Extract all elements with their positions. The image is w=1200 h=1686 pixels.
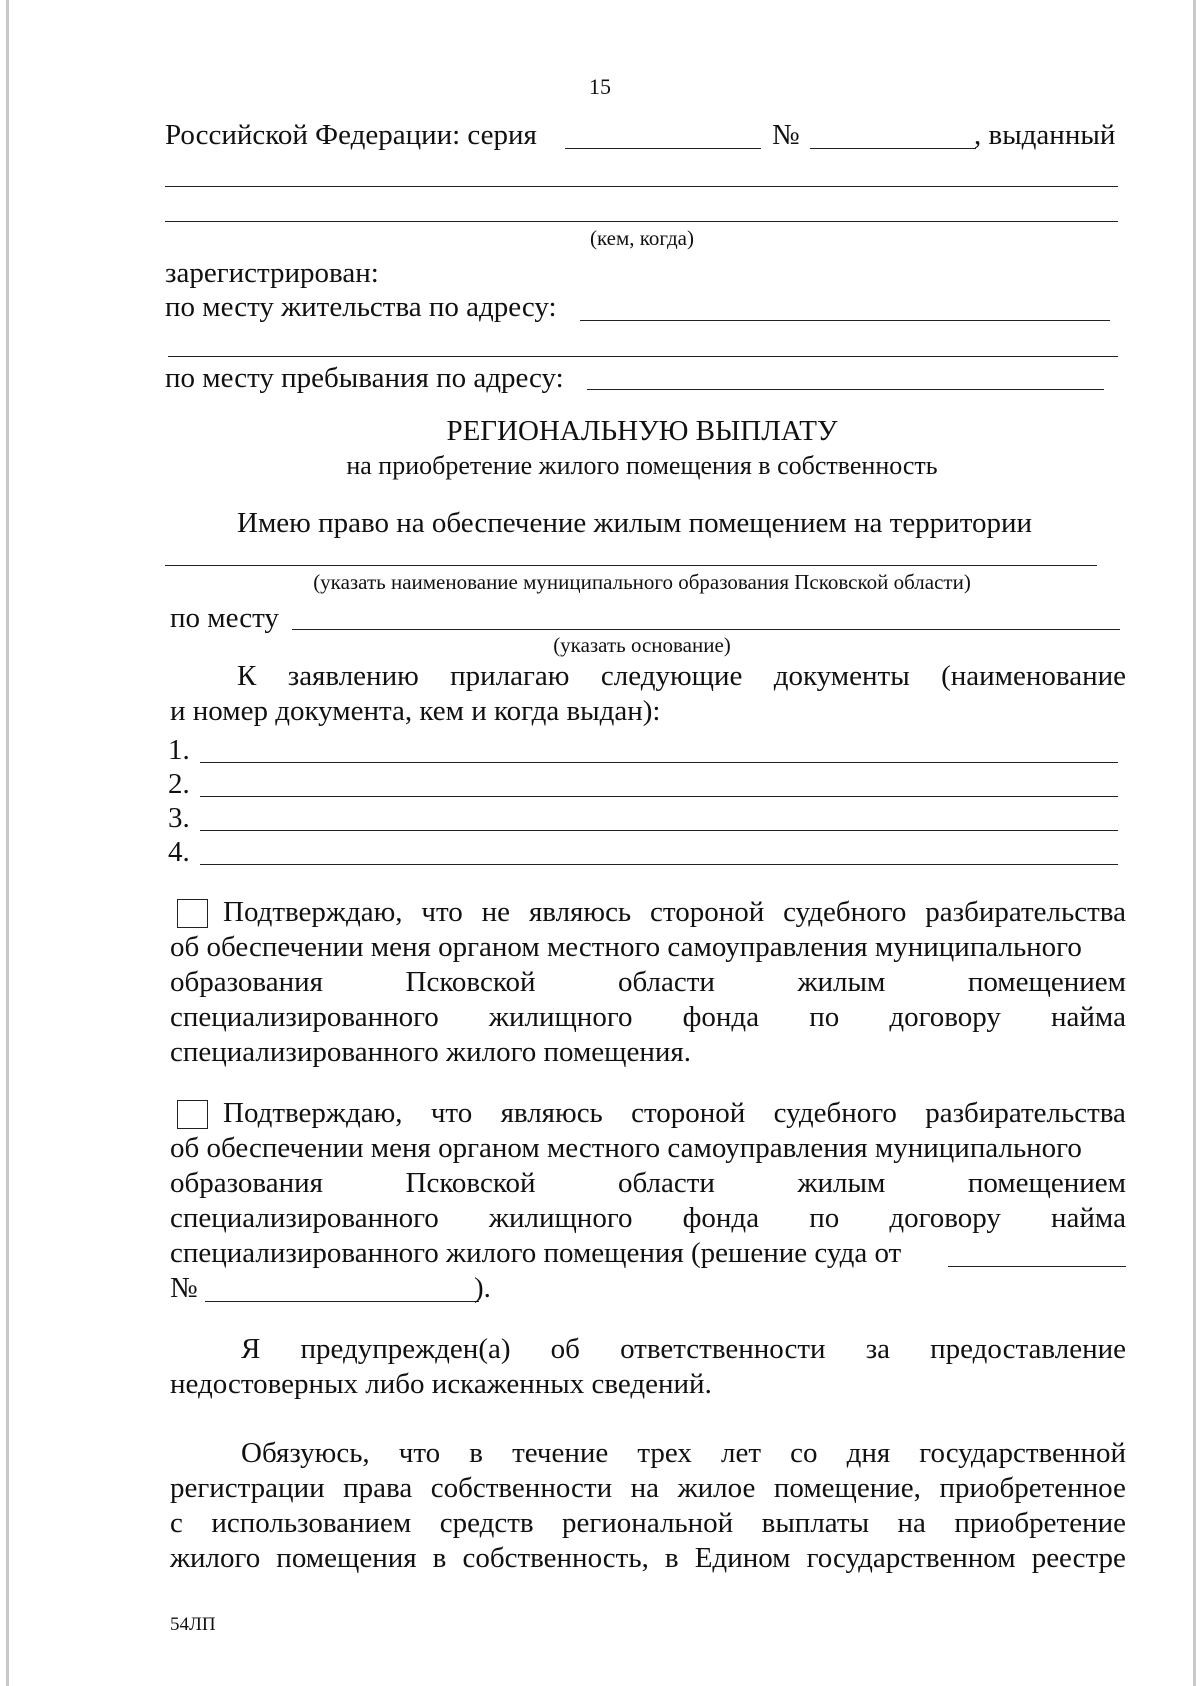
- doc-line-2[interactable]: [200, 796, 1118, 797]
- confirm1-line-3: [170, 965, 1126, 999]
- attach-word: (наименование: [941, 660, 1126, 692]
- oblig-word: со: [790, 1437, 818, 1469]
- confirm-party-checkbox[interactable]: [177, 1100, 208, 1129]
- confirm1-word: специализированного: [170, 1001, 439, 1033]
- confirm2-word: области: [617, 1167, 715, 1199]
- oblig-word: Обязуюсь,: [241, 1437, 370, 1469]
- confirm2-word: судебного: [773, 1097, 897, 1129]
- court-number-sign: №: [170, 1272, 198, 1304]
- oblig-word: жилого: [170, 1542, 261, 1574]
- doc-number-4: 4.: [168, 836, 190, 868]
- confirm1-line-2: об обеспечении меня органом местного самоуправления муниципального: [170, 931, 1082, 963]
- oblig-word: приобретение: [954, 1507, 1126, 1539]
- municipality-hint: (указать наименование муниципального образования Псковской области): [313, 570, 971, 594]
- oblig-word: в: [469, 1437, 483, 1469]
- subtitle: на приобретение жилого помещения в собственность: [346, 451, 938, 480]
- passport-number-sign: №: [772, 119, 800, 151]
- oblig-word: реестре: [1031, 1542, 1126, 1574]
- confirm1-word: судебного: [783, 896, 907, 928]
- confirm2-word: Подтверждаю,: [223, 1097, 403, 1129]
- oblig-line-1: [241, 1436, 1126, 1470]
- doc-number-1: 1.: [168, 734, 190, 766]
- confirm2-line-3: [170, 1166, 1126, 1200]
- confirm1-word: стороной: [650, 896, 765, 928]
- page-number-text: 15: [589, 74, 611, 99]
- stay-address-line[interactable]: [587, 389, 1104, 390]
- warned-line-2: недостоверных либо искаженных сведений.: [170, 1368, 712, 1400]
- oblig-word: региональной: [562, 1507, 734, 1539]
- oblig-word: выплаты: [761, 1507, 870, 1539]
- attach-word: заявлению: [287, 660, 419, 692]
- confirm1-word: что: [421, 896, 463, 928]
- attach-word: следующие: [600, 660, 743, 692]
- oblig-word: помещение,: [773, 1472, 921, 1504]
- oblig-word: дня: [846, 1437, 891, 1469]
- number-field-line[interactable]: [810, 148, 976, 149]
- confirm2-word: являюсь: [500, 1097, 603, 1129]
- oblig-word: на: [897, 1507, 926, 1539]
- right-statement: Имею право на обеспечение жилым помещением на территории: [237, 507, 1033, 539]
- page-number: [0, 70, 1200, 104]
- doc-number-2: 2.: [168, 768, 190, 800]
- confirm1-word: области: [617, 966, 715, 998]
- issued-label: , выданный: [974, 119, 1116, 151]
- scan-edge-right: [1193, 0, 1196, 1686]
- municipality-line[interactable]: [165, 565, 1097, 566]
- doc-line-1[interactable]: [200, 762, 1118, 763]
- basis-hint: (указать основание): [553, 633, 731, 657]
- po-mestu-label: по месту: [170, 602, 279, 634]
- subtitle-row: [0, 449, 1200, 483]
- warned-line-1: [241, 1332, 1126, 1366]
- confirm2-line-5: специализированного жилого помещения (решение суда от: [170, 1237, 902, 1269]
- oblig-word: с: [170, 1507, 183, 1539]
- title: РЕГИОНАЛЬНУЮ ВЫПЛАТУ: [446, 415, 838, 447]
- oblig-word: средств: [439, 1507, 534, 1539]
- confirm1-word: Подтверждаю,: [223, 896, 403, 928]
- confirm2-word: договору: [889, 1202, 1001, 1234]
- confirm1-line-4: [170, 1000, 1126, 1034]
- confirm1-word: помещением: [967, 966, 1126, 998]
- oblig-word: лет: [720, 1437, 762, 1469]
- attach-line-2: и номер документа, кем и когда выдан):: [170, 695, 661, 727]
- warned-word: предупрежден(а): [300, 1333, 511, 1365]
- confirm2-line-4: [170, 1201, 1126, 1235]
- court-date-line[interactable]: [948, 1266, 1126, 1267]
- confirm2-word: образования: [170, 1167, 323, 1199]
- residence-label: по месту жительства по адресу:: [165, 291, 557, 323]
- oblig-word: Едином: [694, 1542, 791, 1574]
- municipality-hint-row: [0, 570, 1200, 594]
- issued-by-line-2[interactable]: [165, 221, 1118, 222]
- attach-word: К: [237, 660, 257, 692]
- warned-word: ответственности: [620, 1333, 826, 1365]
- confirm2-word: жилищного: [488, 1202, 633, 1234]
- court-number-line[interactable]: [205, 1301, 479, 1302]
- confirm1-word: фонда: [682, 1001, 760, 1033]
- title-row: [0, 414, 1200, 448]
- confirm2-word: разбирательства: [925, 1097, 1126, 1129]
- warned-word: за: [865, 1333, 891, 1365]
- attach-word: прилагаю: [450, 660, 570, 692]
- residence-address-line-2[interactable]: [168, 356, 1118, 357]
- confirm1-word: являюсь: [528, 896, 632, 928]
- confirm2-word: по: [809, 1202, 840, 1234]
- confirm2-word: найма: [1051, 1202, 1126, 1234]
- residence-address-line[interactable]: [580, 320, 1110, 321]
- doc-line-4[interactable]: [200, 864, 1118, 865]
- series-field-line[interactable]: [565, 148, 761, 149]
- confirm2-line-1: [223, 1096, 1126, 1130]
- confirm1-word: не: [481, 896, 511, 928]
- oblig-word: на: [630, 1472, 660, 1504]
- confirm1-word: разбирательства: [925, 896, 1126, 928]
- confirm1-word: жилым: [797, 966, 886, 998]
- oblig-word: собственности: [430, 1472, 613, 1504]
- oblig-word: регистрации: [170, 1472, 325, 1504]
- confirm1-line-1: [223, 895, 1126, 929]
- warned-word: предоставление: [930, 1333, 1126, 1365]
- oblig-word: использованием: [211, 1507, 412, 1539]
- oblig-word: что: [398, 1437, 441, 1469]
- oblig-word: трех: [637, 1437, 692, 1469]
- oblig-word: помещения: [276, 1542, 417, 1574]
- scan-edge-left: [6, 0, 9, 1686]
- doc-line-3[interactable]: [200, 830, 1118, 831]
- oblig-word: права: [343, 1472, 413, 1504]
- kem-kogda-hint-row: [0, 226, 1200, 250]
- issued-by-line-1[interactable]: [165, 186, 1118, 187]
- confirm2-word: специализированного: [170, 1202, 439, 1234]
- warned-word: об: [550, 1333, 580, 1365]
- oblig-word: жилое: [677, 1472, 756, 1504]
- confirm2-word: жилым: [797, 1167, 886, 1199]
- confirm1-word: образования: [170, 966, 323, 998]
- confirm2-word: что: [430, 1097, 473, 1129]
- oblig-word: государственной: [919, 1437, 1126, 1469]
- basis-line[interactable]: [292, 629, 1120, 630]
- oblig-word: собственность,: [462, 1542, 649, 1574]
- oblig-line-4: [170, 1541, 1126, 1575]
- stay-label: по месту пребывания по адресу:: [165, 362, 564, 394]
- oblig-word: приобретенное: [939, 1472, 1126, 1504]
- confirm1-line-5: специализированного жилого помещения.: [170, 1036, 692, 1068]
- warned-word: Я: [241, 1333, 261, 1365]
- confirm1-word: по: [809, 1001, 840, 1033]
- confirm2-word: Псковской: [405, 1167, 536, 1199]
- confirm2-word: фонда: [682, 1202, 760, 1234]
- kem-kogda-hint: (кем, когда): [590, 226, 694, 250]
- confirm2-line-2: об обеспечении меня органом местного самоуправления муниципального: [170, 1132, 1082, 1164]
- attach-line-1: [237, 659, 1126, 693]
- doc-number-3: 3.: [168, 802, 190, 834]
- oblig-word: течение: [512, 1437, 609, 1469]
- court-close-paren: ).: [474, 1272, 491, 1304]
- confirm1-word: найма: [1051, 1001, 1126, 1033]
- oblig-line-3: [170, 1506, 1126, 1540]
- confirm1-word: договору: [889, 1001, 1001, 1033]
- footer-code: 54ЛП: [170, 1614, 216, 1635]
- confirm-not-party-checkbox[interactable]: [177, 899, 208, 928]
- attach-word: документы: [773, 660, 910, 692]
- oblig-word: в: [664, 1542, 679, 1574]
- oblig-word: государственном: [806, 1542, 1016, 1574]
- confirm1-word: Псковской: [405, 966, 536, 998]
- confirm2-word: помещением: [967, 1167, 1126, 1199]
- confirm1-word: жилищного: [488, 1001, 633, 1033]
- registered-label: зарегистрирован:: [165, 257, 379, 289]
- oblig-word: в: [432, 1542, 447, 1574]
- confirm2-word: стороной: [631, 1097, 746, 1129]
- basis-hint-row: [0, 633, 1200, 657]
- passport-series-label: Российской Федерации: серия: [165, 119, 537, 151]
- oblig-line-2: [170, 1471, 1126, 1505]
